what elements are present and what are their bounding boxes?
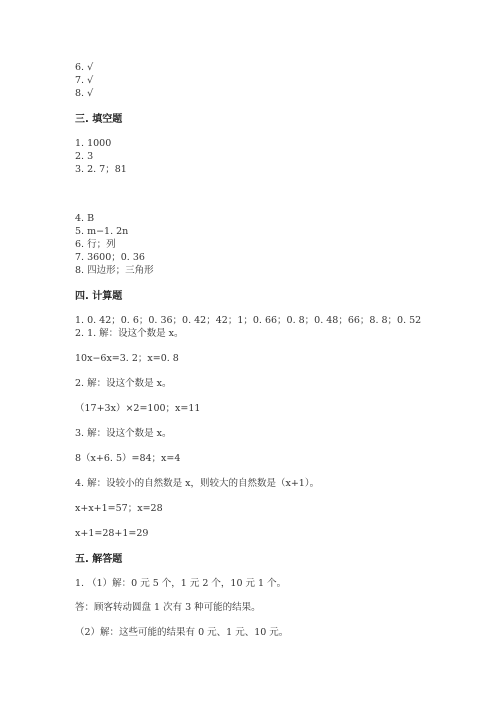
answer-line: 8. 四边形；三角形 xyxy=(75,265,154,276)
answer-line: 1. 1000 xyxy=(75,138,112,149)
answer-line: 6. 行；列 xyxy=(75,239,116,250)
section-title: 四. 计算题 xyxy=(75,291,123,302)
answer-line: （2）解：这些可能的结果有 0 元、1 元、10 元。 xyxy=(75,627,289,638)
section-title: 三. 填空题 xyxy=(75,114,123,125)
answer-line: 3. 解：设这个数是 x。 xyxy=(75,428,172,439)
answer-line: 答：顾客转动圆盘 1 次有 3 种可能的结果。 xyxy=(75,602,261,613)
answer-line: （17+3x）×2=100；x=11 xyxy=(75,403,201,414)
answer-line: 5. m−1. 2n xyxy=(75,226,129,237)
answer-line: 1. （1）解：0 元 5 个，1 元 2 个，10 元 1 个。 xyxy=(75,578,287,589)
section-title: 五. 解答题 xyxy=(75,554,123,565)
answer-line: 2. 3 xyxy=(75,151,94,162)
answer-line: 10x−6x=3. 2；x=0. 8 xyxy=(75,353,179,364)
answer-line: 8（x+6. 5）=84；x=4 xyxy=(75,453,181,464)
answer-line: 2. 解：设这个数是 x。 xyxy=(75,378,172,389)
answer-line: 1. 0. 42；0. 6；0. 36；0. 42；42；1；0. 66；0. 8；0. 48；66；8. 8；0. 52 xyxy=(75,315,422,326)
answer-line: 7. 3600；0. 36 xyxy=(75,252,145,263)
answer-line: 3. 2. 7；81 xyxy=(75,164,127,175)
answer-line: 8. √ xyxy=(75,88,94,99)
answer-line: 7. √ xyxy=(75,75,94,86)
answer-line: 2. 1. 解：设这个数是 x。 xyxy=(75,328,184,339)
answer-line: x+1=28+1=29 xyxy=(75,528,149,539)
answer-line: 4. B xyxy=(75,213,95,224)
answer-line: x+x+1=57；x=28 xyxy=(75,503,163,514)
answer-line: 4. 解：设较小的自然数是 x，则较大的自然数是（x+1）。 xyxy=(75,478,320,489)
answer-line: 6. √ xyxy=(75,62,94,73)
